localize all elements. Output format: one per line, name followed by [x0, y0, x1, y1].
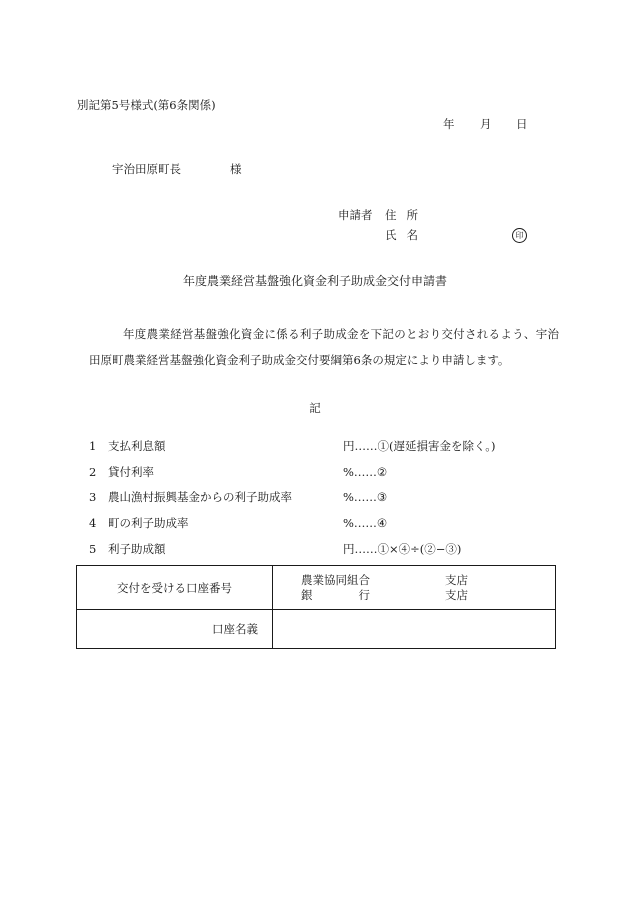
item-number: 1 — [89, 439, 97, 453]
item-unit-subsidy-amount: 円……①×④÷(②−③) — [343, 542, 462, 556]
table-row — [77, 566, 556, 610]
applicant-name-label: 氏名 — [385, 228, 428, 242]
branch-label: 支店 — [445, 588, 468, 602]
account-info-table — [76, 565, 556, 649]
date-month-label: 月 — [480, 117, 492, 131]
item-unit-fund-subsidy-rate: %……③ — [343, 490, 388, 504]
branch-label: 支店 — [445, 573, 468, 587]
item-label-town-subsidy-rate: 町の利子助成率 — [108, 516, 189, 530]
addressee-name: 宇治田原町長 — [112, 162, 181, 176]
seal-mark-icon: 印 — [512, 228, 527, 243]
applicant-label: 申請者 — [338, 208, 373, 222]
ki-heading: 記 — [309, 401, 321, 415]
item-number: 5 — [89, 542, 97, 556]
addressee-honorific: 様 — [230, 162, 242, 176]
institution-agri-coop-label: 農業協同組合 — [301, 573, 370, 587]
applicant-address-label: 住所 — [385, 208, 428, 222]
item-label-interest-paid: 支払利息額 — [108, 439, 166, 453]
account-holder-field[interactable] — [273, 610, 556, 649]
date-day-label: 日 — [516, 117, 528, 131]
item-unit-interest-paid: 円……①(遅延損害金を除く。) — [343, 439, 496, 453]
form-number-label: 別記第5号様式(第6条関係) — [77, 98, 216, 112]
item-number: 3 — [89, 490, 97, 504]
document-title: 年度農業経営基盤強化資金利子助成金交付申請書 — [182, 274, 447, 288]
financial-institution-cell[interactable] — [273, 566, 556, 610]
date-year-label: 年 — [443, 117, 455, 131]
table-row — [77, 610, 556, 649]
item-label-fund-subsidy-rate: 農山漁村振興基金からの利子助成率 — [108, 490, 292, 504]
institution-bank-label: 銀 行 — [301, 588, 370, 602]
account-number-header: 交付を受ける口座番号 — [77, 566, 273, 610]
item-label-loan-rate: 貸付利率 — [108, 465, 154, 479]
item-label-subsidy-amount: 利子助成額 — [108, 542, 166, 556]
item-unit-town-subsidy-rate: %……④ — [343, 516, 388, 530]
application-body-text: 年度農業経営基盤強化資金に係る利子助成金を下記のとおり交付されるよう、宇治田原町農業経営基盤強化資金利子助成金交付要綱第6条の規定により申請します。 — [89, 327, 559, 367]
item-unit-loan-rate: %……② — [343, 465, 388, 479]
item-number: 4 — [89, 516, 97, 530]
item-number: 2 — [89, 465, 97, 479]
account-holder-header: 口座名義 — [77, 610, 273, 649]
